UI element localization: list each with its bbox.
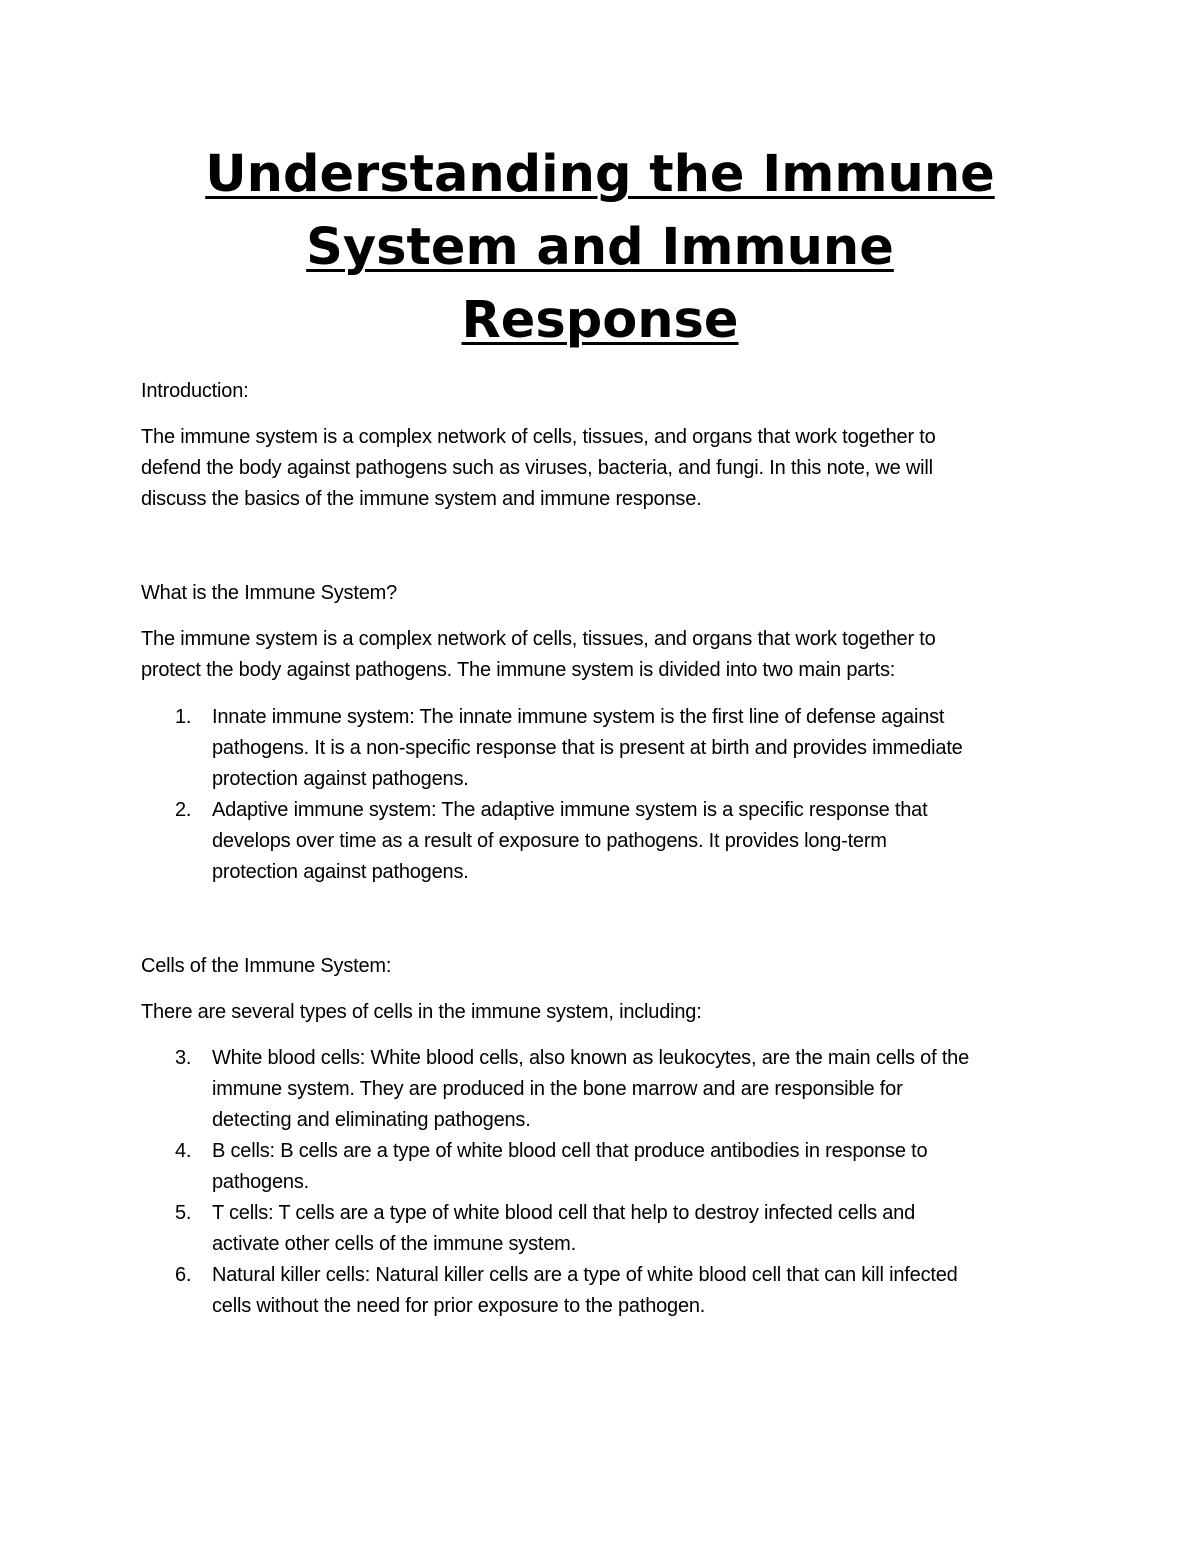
intro-heading: Introduction: [141, 380, 249, 402]
list-item-line: pathogens. It is a non-specific response that is present at birth and provides immediate [212, 737, 963, 759]
list-item-line: develops over time as a result of exposure to pathogens. It provides long-term [212, 830, 887, 852]
list-number: 6. [175, 1264, 192, 1286]
list-item-line: activate other cells of the immune system. [212, 1233, 576, 1255]
list-item-line: Adaptive immune system: The adaptive immune system is a specific response that [212, 799, 928, 821]
list-number: 2. [175, 799, 192, 821]
list-item-line: detecting and eliminating pathogens. [212, 1109, 531, 1131]
list-item-line: T cells: T cells are a type of white blood cell that help to destroy infected cells and [212, 1202, 916, 1224]
list-item-line: immune system. They are produced in the bone marrow and are responsible for [212, 1078, 903, 1100]
cells-heading: Cells of the Immune System: [141, 955, 392, 977]
list-item-line: Natural killer cells: Natural killer cells are a type of white blood cell that can kill infected [212, 1264, 958, 1286]
title-line: System and Immune [306, 218, 894, 277]
list-item [141, 702, 1061, 795]
list-item-line: pathogens. [212, 1171, 309, 1193]
title-line: Response [461, 291, 739, 350]
list-item-line: White blood cells: White blood cells, also known as leukocytes, are the main cells of the [212, 1047, 970, 1069]
list-item-line: protection against pathogens. [212, 768, 469, 790]
cells-intro: There are several types of cells in the immune system, including: [141, 1001, 702, 1023]
list-number: 5. [175, 1202, 192, 1224]
immune-parts-list [141, 702, 1061, 888]
list-number: 1. [175, 706, 192, 728]
document-title [150, 138, 1050, 357]
list-item [141, 1260, 1061, 1322]
what-is-heading: What is the Immune System? [141, 582, 398, 604]
what-is-paragraph [141, 624, 1061, 686]
list-number: 3. [175, 1047, 192, 1069]
paragraph-line: defend the body against pathogens such as viruses, bacteria, and fungi. In this note, we will [141, 457, 933, 479]
list-item-line: B cells: B cells are a type of white blood cell that produce antibodies in response to [212, 1140, 928, 1162]
list-number: 4. [175, 1140, 192, 1162]
list-item-line: Innate immune system: The innate immune system is the first line of defense against [212, 706, 945, 728]
list-item [141, 1136, 1061, 1198]
cell-types-list [141, 1043, 1061, 1322]
list-item-line: protection against pathogens. [212, 861, 469, 883]
title-line: Understanding the Immune [205, 145, 995, 204]
paragraph-line: discuss the basics of the immune system and immune response. [141, 488, 702, 510]
paragraph-line: The immune system is a complex network of cells, tissues, and organs that work together to [141, 628, 936, 650]
paragraph-line: protect the body against pathogens. The immune system is divided into two main parts: [141, 659, 896, 681]
paragraph-line: The immune system is a complex network of cells, tissues, and organs that work together to [141, 426, 936, 448]
list-item [141, 795, 1061, 888]
list-item [141, 1198, 1061, 1260]
list-item-line: cells without the need for prior exposure to the pathogen. [212, 1295, 706, 1317]
intro-paragraph [141, 422, 1061, 515]
list-item [141, 1043, 1061, 1136]
